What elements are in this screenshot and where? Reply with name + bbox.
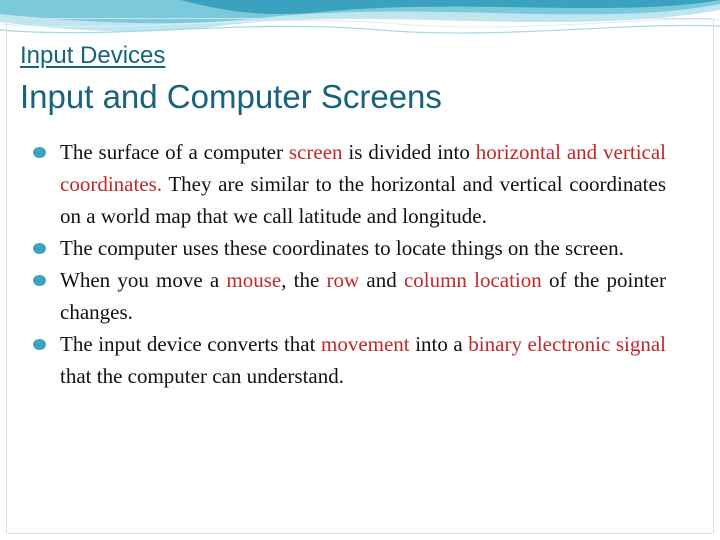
slide-subtitle: Input Devices [20,42,166,69]
header-wave-decoration [0,0,720,40]
highlighted-term: mouse [226,268,282,292]
highlighted-term: binary electronic signal [468,332,666,356]
slide-title: Input and Computer Screens [20,78,442,115]
bullet-item [30,232,666,264]
bullet-item [30,328,666,392]
bullet-text: and [359,268,404,292]
bullet-text: When you move a [60,268,227,292]
bullet-text: The computer uses these coordinates to locate things on the screen. [60,236,624,260]
bullet-text: of the pointer changes. [60,268,667,324]
bullet-text: into a [409,332,469,356]
bullet-dot-icon [33,147,46,158]
bullet-text: , the [281,268,327,292]
bullet-text: They are similar to the horizontal and vertical coordinates on a world map that we call latitude and longitude. [60,172,666,228]
highlighted-term: screen [288,140,343,164]
bullet-dot-icon [33,243,46,254]
bullet-dot-icon [33,275,46,286]
bullet-dot-icon [33,339,46,350]
bullet-item [30,264,666,328]
bullet-text: The input device converts that [60,332,321,356]
highlighted-term: row [326,268,360,292]
bullet-list [30,136,666,392]
highlighted-term: horizontal and vertical coordinates. [60,140,667,196]
bullet-text: The surface of a computer [60,140,289,164]
highlighted-term: movement [321,332,410,356]
bullet-item [30,136,666,232]
bullet-text: that the computer can understand. [60,364,344,388]
highlighted-term: column location [403,268,542,292]
bullet-text: is divided into [342,140,476,164]
